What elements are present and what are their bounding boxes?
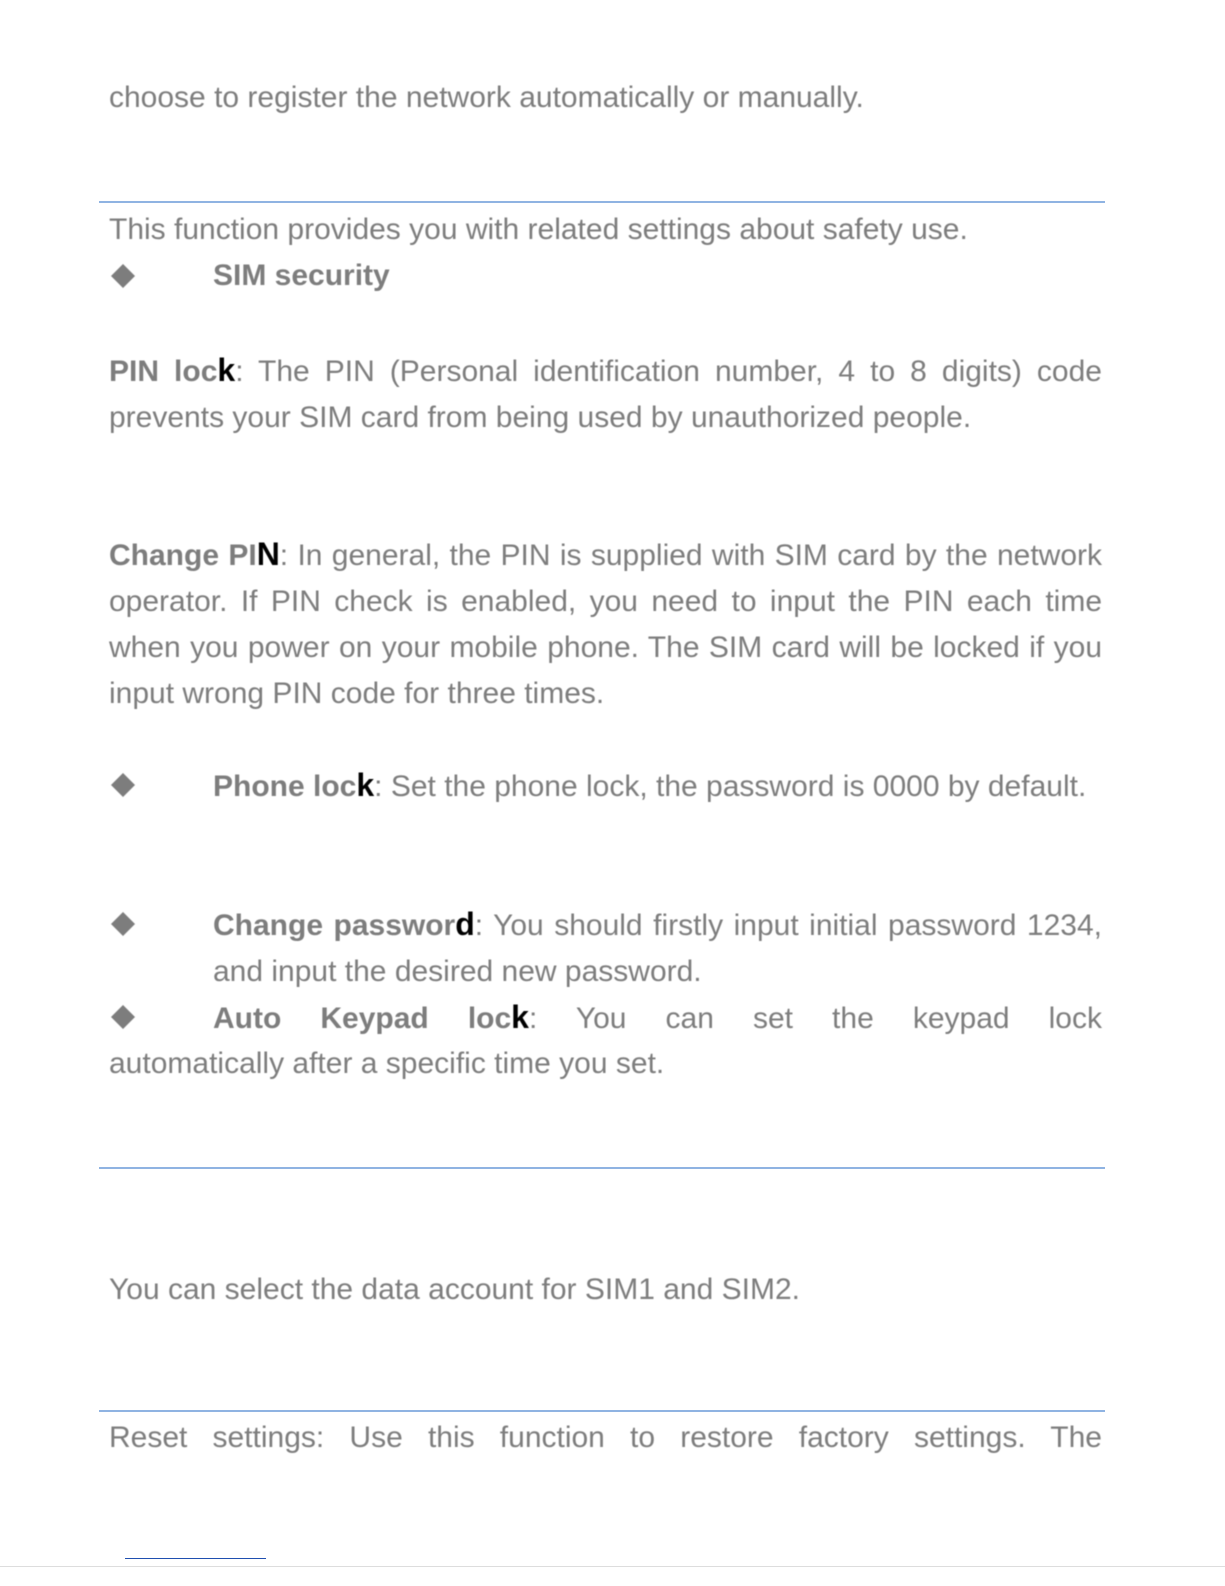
- auto-keypad-label-end: k: [511, 999, 529, 1035]
- pin-lock-paragraph: [109, 347, 1102, 441]
- diamond-bullet-icon: [109, 910, 137, 938]
- diamond-bullet-icon: [109, 1003, 137, 1031]
- diamond-bullet-icon: [109, 262, 137, 290]
- auto-keypad-line2: automatically after a specific time you set.: [109, 1047, 665, 1080]
- phone-lock-item: [213, 762, 1102, 810]
- phone-lock-label-end: k: [356, 767, 375, 803]
- auto-keypad-line1: [213, 994, 1102, 1042]
- change-pin-paragraph: [109, 531, 1102, 717]
- diamond-bullet-icon: [109, 771, 137, 799]
- section-divider: [99, 201, 1105, 203]
- page-bottom-edge: [0, 1566, 1225, 1586]
- change-password-label-end: d: [455, 906, 475, 942]
- change-pin-text: : In general, the PIN is supplied with SIM card by the network operator. If PIN check is enabled, you need to input the PIN each time when you power on your mobile phone. The SIM card will be locked if you input wrong PIN code for three times.: [109, 539, 1102, 710]
- pin-lock-label-end: k: [217, 352, 236, 388]
- auto-keypad-label: Auto Keypad loc: [213, 1002, 512, 1035]
- change-password-label: Change passwor: [213, 909, 456, 942]
- change-password-text: : You should firstly input initial password 1234, and input the desired new password.: [213, 909, 1102, 988]
- footnote-separator: [125, 1558, 266, 1559]
- auto-keypad-text-1: : You can set the keypad lock: [528, 1002, 1102, 1035]
- change-pin-label: Change PI: [109, 539, 257, 572]
- sim-security-heading: SIM security: [213, 259, 390, 292]
- pin-lock-text: : The PIN (Personal identification number, 4 to 8 digits) code prevents your SIM card from being used by unauthorized people.: [109, 355, 1102, 434]
- section-divider: [99, 1167, 1105, 1169]
- network-paragraph: choose to register the network automatically or manually.: [109, 81, 864, 114]
- security-intro: This function provides you with related settings about safety use.: [109, 213, 968, 246]
- change-password-item: [213, 901, 1102, 995]
- phone-lock-label: Phone loc: [213, 770, 357, 803]
- reset-paragraph: Reset settings: Use this function to restore factory settings. The: [109, 1421, 1102, 1454]
- pin-lock-label: PIN loc: [109, 355, 218, 388]
- section-divider: [99, 1410, 1105, 1412]
- phone-lock-text: : Set the phone lock, the password is 0000 by default.: [374, 770, 1087, 803]
- change-pin-label-end: N: [256, 536, 280, 572]
- data-account-paragraph: You can select the data account for SIM1 and SIM2.: [109, 1273, 800, 1306]
